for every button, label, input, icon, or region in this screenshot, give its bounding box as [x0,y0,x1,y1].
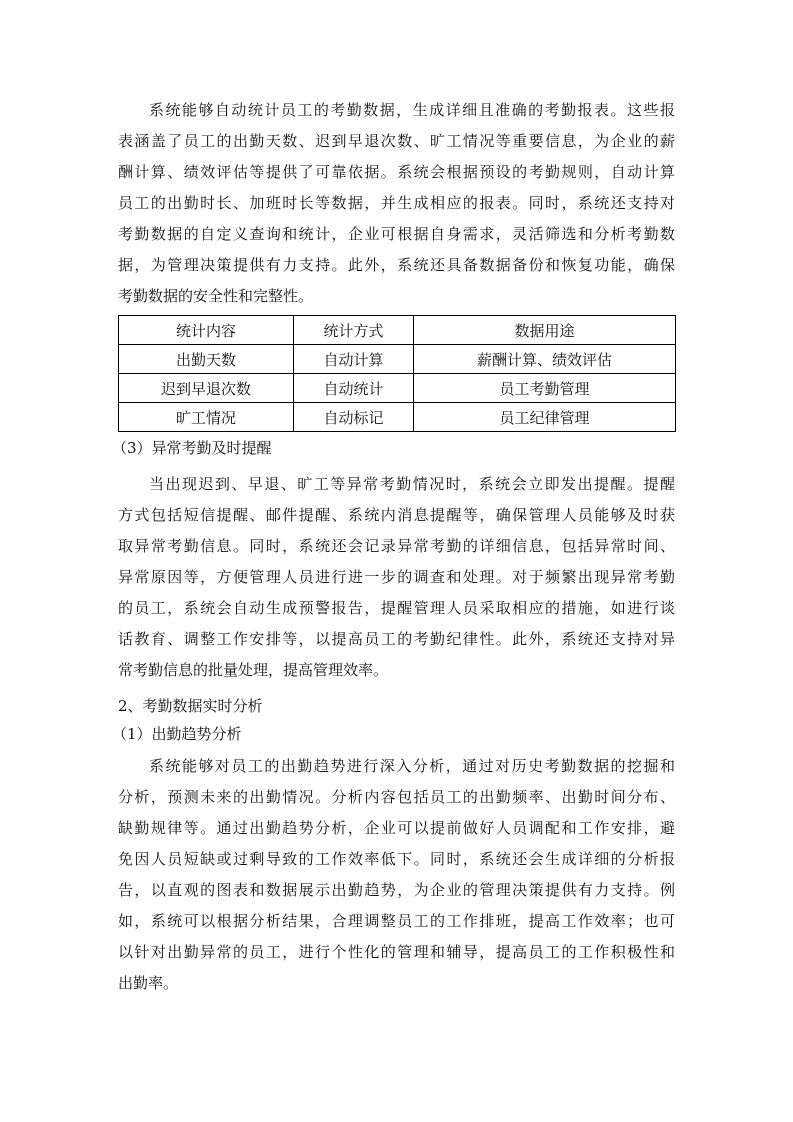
table-row [119,374,676,403]
table-header-cell: 统计内容 [119,316,294,345]
table-cell: 旷工情况 [119,403,294,432]
text-line: 话教育、调整工作安排等，以提高员工的考勤纪律性。此外，系统还支持对异 [118,630,675,648]
text-line: 酬计算、绩效评估等提供了可靠依据。系统会根据预设的考勤规则，自动计算 [118,163,675,181]
section-heading-3: （3）异常考勤及时提醒 [112,439,272,457]
text-line: 方式包括短信提醒、邮件提醒、系统内消息提醒等，确保管理人员能够及时获 [118,506,675,524]
table-cell: 迟到早退次数 [119,374,294,403]
section-heading-2: 2、考勤数据实时分析 [118,697,263,715]
table-header-cell: 统计方式 [294,316,414,345]
table-cell: 员工考勤管理 [414,374,676,403]
table-cell: 出勤天数 [119,345,294,374]
text-line: 系统能够对员工的出勤趋势进行深入分析，通过对历史考勤数据的挖掘和 [149,757,675,775]
text-line: 考勤数据的自定义查询和统计，企业可根据自身需求，灵活筛选和分析考勤数 [118,225,675,243]
text-line: 员工的出勤时长、加班时长等数据，并生成相应的报表。同时，系统还支持对 [118,194,675,212]
table-row [119,403,676,432]
table-header-cell: 数据用途 [414,316,676,345]
table-cell: 员工纪律管理 [414,403,676,432]
table-header-row [119,316,676,345]
text-line: 取异常考勤信息。同时，系统还会记录异常考勤的详细信息，包括异常时间、 [118,537,675,555]
text-line: 缺勤规律等。通过出勤趋势分析，企业可以提前做好人员调配和工作安排，避 [118,819,675,837]
text-line: 的员工，系统会自动生成预警报告，提醒管理人员采取相应的措施，如进行谈 [118,599,675,617]
text-line: 如，系统可以根据分析结果，合理调整员工的工作排班，提高工作效率；也可 [118,912,675,930]
text-line: 告，以直观的图表和数据展示出勤趋势，为企业的管理决策提供有力支持。例 [118,881,675,899]
text-line: 表涵盖了员工的出勤天数、迟到早退次数、旷工情况等重要信息，为企业的薪 [118,132,675,150]
text-line: 出勤率。 [118,974,179,992]
text-line: 以针对出勤异常的员工，进行个性化的管理和辅导，提高员工的工作积极性和 [118,943,675,961]
text-line: 免因人员短缺或过剩导致的工作效率低下。同时，系统还会生成详细的分析报 [118,850,675,868]
text-line: 据，为管理决策提供有力支持。此外，系统还具备数据备份和恢复功能，确保 [118,256,675,274]
table-cell: 自动统计 [294,374,414,403]
statistics-table [118,315,676,432]
table-cell: 自动计算 [294,345,414,374]
section-heading-1: （1）出勤趋势分析 [112,725,242,743]
text-line: 系统能够自动统计员工的考勤数据，生成详细且准确的考勤报表。这些报 [149,101,675,119]
table-cell: 自动标记 [294,403,414,432]
table-cell: 薪酬计算、绩效评估 [414,345,676,374]
table-row [119,345,676,374]
text-line: 考勤数据的安全性和完整性。 [118,287,314,305]
text-line: 当出现迟到、早退、旷工等异常考勤情况时，系统会立即发出提醒。提醒 [149,475,675,493]
text-line: 异常原因等，方便管理人员进行进一步的调查和处理。对于频繁出现异常考勤 [118,568,675,586]
text-line: 常考勤信息的批量处理，提高管理效率。 [118,661,389,679]
text-line: 分析，预测未来的出勤情况。分析内容包括员工的出勤频率、出勤时间分布、 [118,788,675,806]
